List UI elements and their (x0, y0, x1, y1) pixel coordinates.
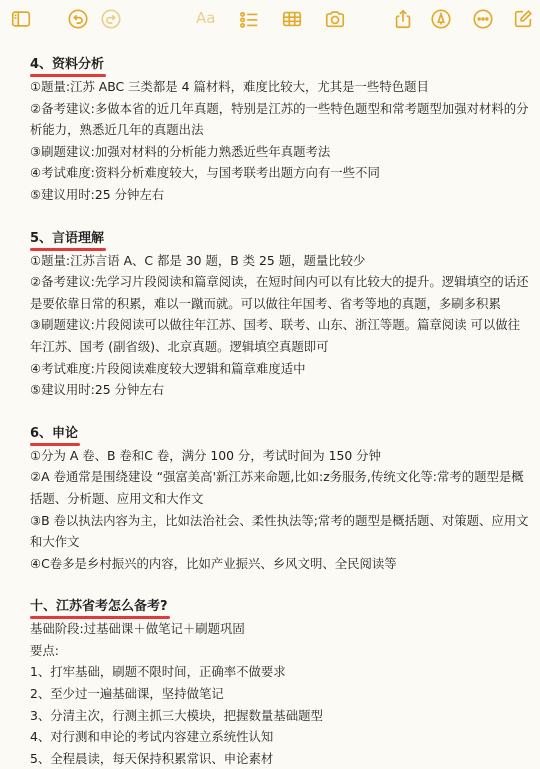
note-line: ②备考建议:多做本省的近几年真题，特别是江苏的一些特色题型和常考题型加强对材料的分析能力，熟悉近几年的真题出法 (30, 100, 529, 138)
note-line: ①分为 A 卷、B 卷和C 卷，满分 100 分，考试时间为 150 分钟 (30, 447, 381, 463)
section-data-analysis (30, 53, 530, 206)
markup-pen-icon[interactable] (428, 6, 454, 32)
note-line: ③刷题建议:加强对材料的分析能力熟悉近些年真题考法 (30, 143, 331, 159)
more-icon[interactable] (470, 6, 496, 32)
checklist-icon[interactable] (236, 6, 262, 32)
heading-underline (30, 248, 106, 251)
note-line: ④考试难度:片段阅读难度较大逻辑和篇章难度适中 (30, 360, 306, 376)
note-line: 4、对行测和申论的考试内容建立系统性认知 (30, 729, 274, 745)
section-prep (30, 595, 530, 769)
undo-icon[interactable] (65, 6, 91, 32)
compose-icon[interactable] (510, 6, 536, 32)
note-body[interactable] (30, 53, 530, 769)
format-text-icon[interactable]: Aa (196, 9, 216, 27)
section-title: 6、申论 (30, 425, 79, 441)
section-title: 4、资料分析 (30, 57, 105, 72)
note-line: 要点: (30, 642, 59, 658)
note-line: ①题量:江苏 ABC 三类都是 4 篇材料，难度比较大，尤其是一些特色题目 (30, 79, 429, 94)
notes-toolbar (0, 0, 540, 38)
section-heading (30, 228, 104, 250)
note-line: ⑤建议用时:25 分钟左右 (30, 382, 165, 398)
section-essay (30, 422, 530, 575)
blank-line (30, 574, 530, 595)
section-title: 十、江苏省考怎么备考? (30, 599, 168, 615)
note-line: 基础阶段:过基础课＋做笔记＋刷题巩固 (30, 621, 245, 637)
heading-underline (30, 443, 80, 446)
section-heading (30, 54, 104, 76)
section-heading (30, 423, 78, 445)
note-line: ④C卷多是乡村振兴的内容，比如产业振兴、乡风文明、全民阅读等 (30, 555, 397, 571)
section-heading (30, 596, 168, 618)
blank-line (30, 206, 530, 227)
camera-icon[interactable] (322, 6, 348, 32)
share-icon[interactable] (390, 6, 416, 32)
sidebar-icon[interactable] (8, 6, 34, 32)
table-icon[interactable] (279, 6, 305, 32)
note-line: ②备考建议:先学习片段阅读和篇章阅读，在短时间内可以有比较大的提升。逻辑填空的话还是要依靠日常的积累，难以一蹴而就。可以做往年国考、省考等地的真题，多刷多积累 (30, 274, 529, 311)
blank-line (30, 401, 530, 422)
heading-underline (30, 616, 170, 619)
note-line: ②A 卷通常是围绕建设 “强富美高'新江苏来命题,比如:z务服务,传统文化等:常考的题型是概括题、分析题、应用文和大作文 (30, 469, 524, 506)
note-line: ③B 卷以执法内容为主，比如法治社会、柔性执法等;常考的题型是概括题、对策题、应用文和大作文 (30, 512, 529, 550)
note-line: ①题量:江苏言语 A、C 都是 30 题，B 类 25 题，题量比较少 (30, 252, 366, 268)
note-line: 2、至少过一遍基础课，坚持做笔记 (30, 686, 224, 702)
note-line: 3、分清主次，行测主抓三大模块，把握数量基础题型 (30, 707, 323, 723)
section-title: 5、言语理解 (30, 230, 105, 246)
note-line: ③刷题建议:片段阅读可以做往年江苏、国考、联考、山东、浙江等题。篇章阅读 可以做往年江苏、国考 (副省级)、北京真题。逻辑填空真题即可 (30, 317, 521, 354)
section-verbal (30, 227, 530, 401)
redo-icon[interactable] (98, 6, 124, 32)
note-line: ⑤建议用时:25 分钟左右 (30, 186, 165, 202)
note-line: ④考试难度:资料分析难度较大，与国考联考出题方向有一些不同 (30, 165, 380, 181)
note-line: 5、全程晨读，每天保持积累常识、申论素材 (30, 750, 274, 766)
heading-underline (30, 74, 106, 77)
note-line: 1、打牢基础，刷题不限时间，正确率不做要求 (30, 664, 286, 680)
